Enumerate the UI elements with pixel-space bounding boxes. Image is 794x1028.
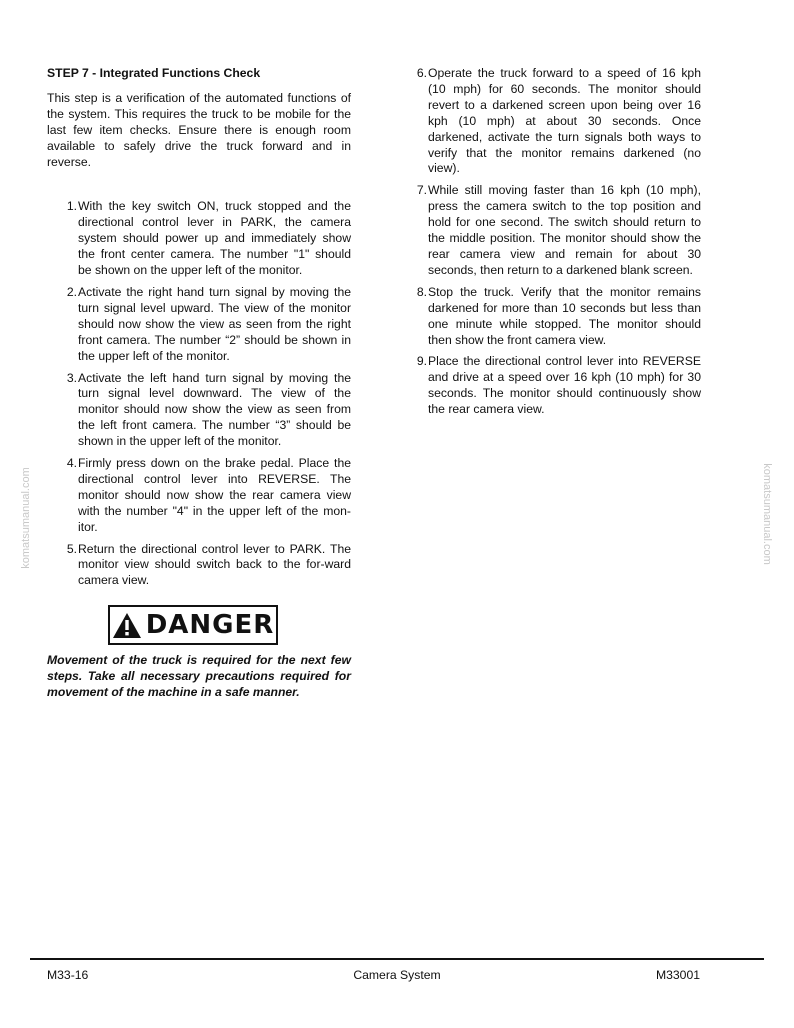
step-number: 4. <box>66 456 77 471</box>
list-item <box>47 456 351 536</box>
step-text: With the key switch ON, truck stopped and the directional control lever in PARK, the camera system should power up and immediately show the front center camera. The number "1" should be shown on the upper left of the monitor. <box>78 199 351 278</box>
list-item <box>409 354 701 418</box>
step-number: 3. <box>66 370 77 385</box>
footer-doc-code: M33001 <box>655 968 700 982</box>
list-item <box>409 285 701 349</box>
footer-page-number: M33-16 <box>47 968 89 982</box>
steps-list-right <box>409 66 701 418</box>
step-number: 2. <box>66 284 77 299</box>
section-intro: This step is a verification of the automated functions of the system. This requires the truck to be mobile for the last few item checks. Ensure there is enough room available to safely drive the truck forward and in reverse. <box>47 90 351 169</box>
step-text: Place the directional control lever into REVERSE and drive at a speed over 16 kph (10 mph) for 30 seconds. The monitor should continuously show the rear camera view. <box>428 354 701 417</box>
step-number: 6. <box>416 66 427 80</box>
step-text: Activate the left hand turn signal by moving the turn signal level downward. The view of the monitor should now show the view as seen from the left front camera. The number “3” should be shown in the upper left of the monitor. <box>78 370 351 449</box>
left-column <box>47 66 351 595</box>
list-item <box>47 542 351 590</box>
watermark-right: komatsumanual.com <box>761 463 773 565</box>
list-item <box>47 199 351 279</box>
right-column <box>409 66 701 424</box>
step-text: Firmly press down on the brake pedal. Place the directional control lever into REVERSE. The monitor should now show the rear camera view with the number "4" in the upper left of the mon-itor. <box>78 456 351 534</box>
step-number: 9. <box>416 354 427 369</box>
danger-label-box <box>108 605 278 645</box>
step-text: Stop the truck. Verify that the monitor remains darkened for more than 10 seconds but less than one minute while stopped. The monitor should then show the front camera view. <box>428 284 701 347</box>
list-item <box>409 66 701 177</box>
step-number: 8. <box>416 284 427 299</box>
footer-title: Camera System <box>353 968 441 982</box>
list-item <box>409 183 701 278</box>
step-number: 1. <box>66 199 77 214</box>
step-number: 7. <box>416 183 427 198</box>
danger-label: DANGER <box>145 610 275 640</box>
step-text: While still moving faster than 16 kph (10 mph), press the camera switch to the top position and hold for one second. The switch should return to the middle position. The monitor should show the rear camera view and remain for about 30 seconds, then return to a darkened blank screen. <box>428 183 701 277</box>
step-number: 5. <box>66 541 77 556</box>
step-text: Return the directional control lever to PARK. The monitor view should switch back to the for-ward camera view. <box>78 541 351 588</box>
section-heading: STEP 7 - Integrated Functions Check <box>47 66 261 80</box>
warning-triangle-icon <box>112 612 142 639</box>
steps-list-left <box>47 199 351 589</box>
list-item <box>47 285 351 365</box>
step-text: Activate the right hand turn signal by moving the turn signal level upward. The view of the monitor should now show the view as seen from the right front camera. The number “2” should be shown in the upper left of the monitor. <box>78 284 351 363</box>
footer-divider <box>30 958 764 960</box>
list-item <box>47 371 351 451</box>
step-text: Operate the truck forward to a speed of 16 kph (10 mph) for 60 seconds. The monitor should revert to a darkened screen upon being over 16 kph (10 mph) at about 30 seconds. Once darkened, activate the turn signals both ways to verify that the monitor remains darkened (no view). <box>428 66 701 176</box>
danger-message: Movement of the truck is required for the next few steps. Take all necessary precautions required for movement of the machine in a safe manner. <box>47 653 351 699</box>
watermark-left: komatsumanual.com <box>20 467 32 569</box>
